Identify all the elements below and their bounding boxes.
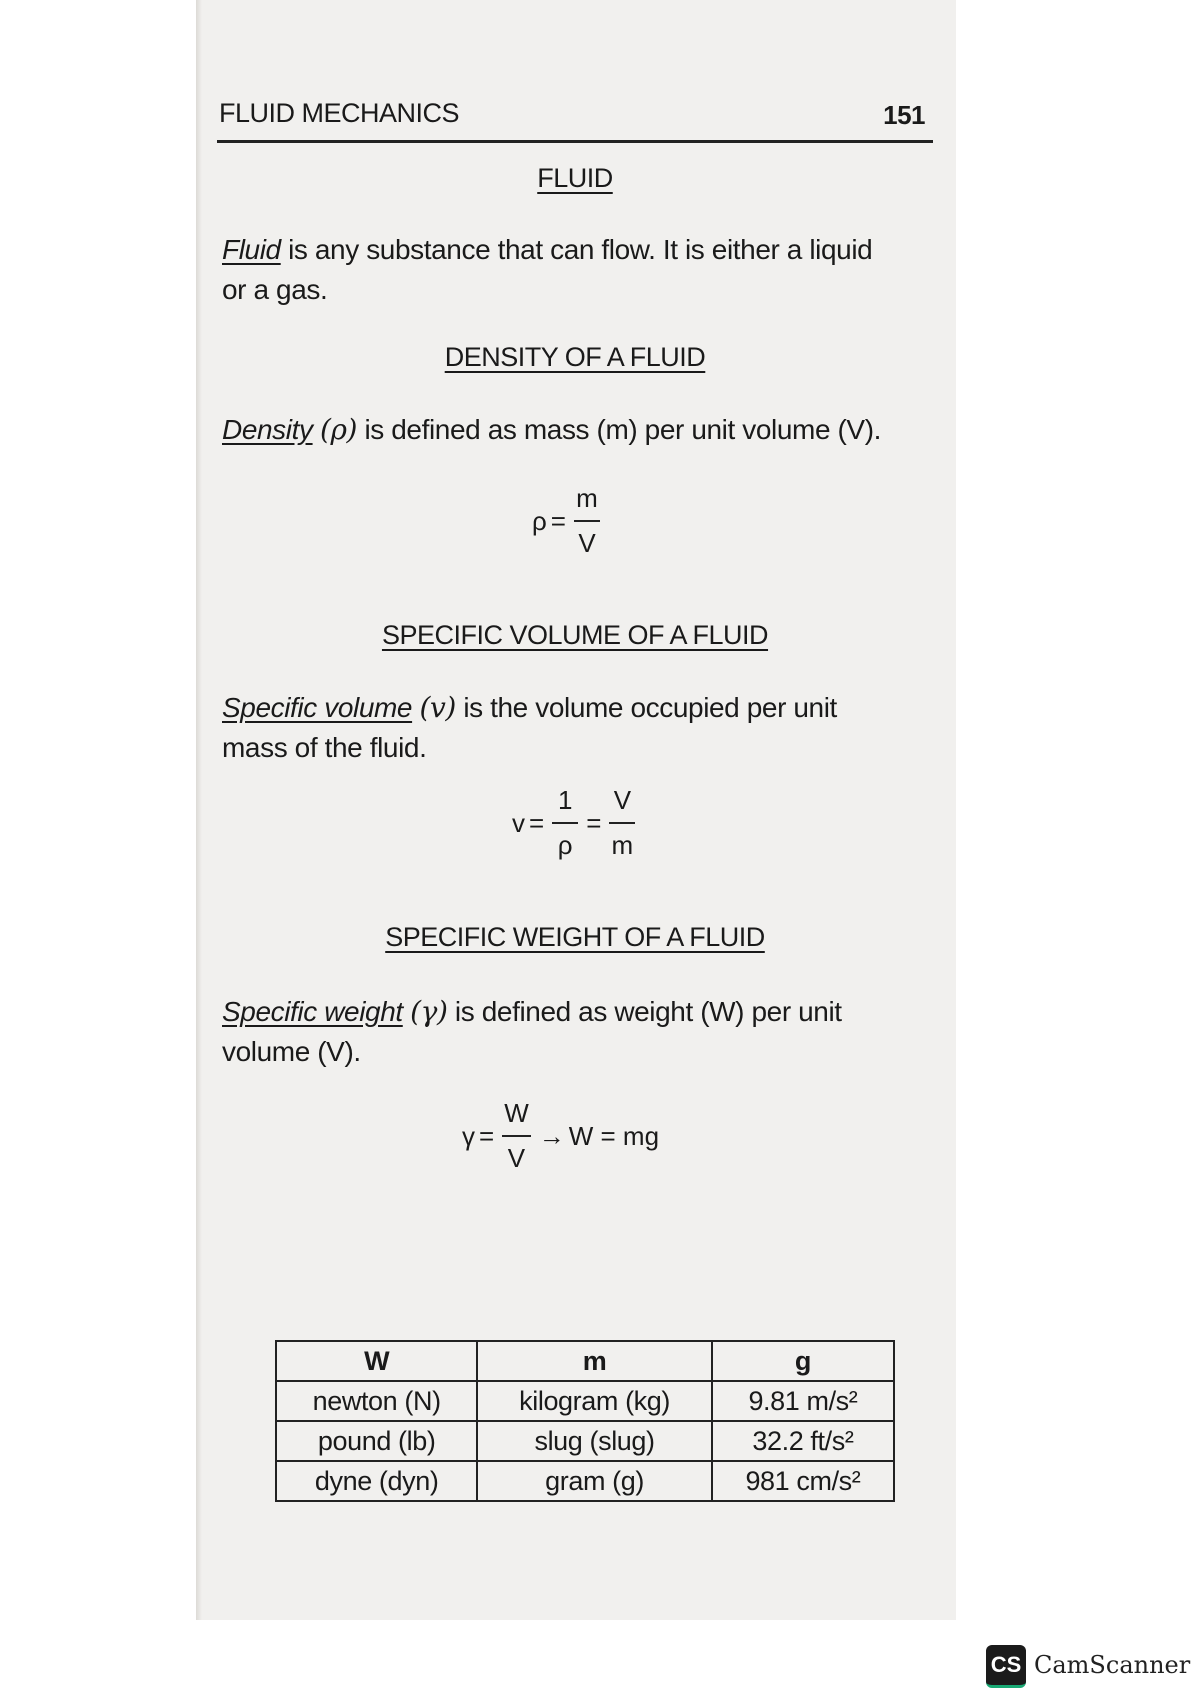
heading-density: DENSITY OF A FLUID (444, 342, 706, 372)
term-specific-volume: Specific volume (222, 692, 413, 723)
fluid-definition: Fluid is any substance that can flow. It is either a liquid or a gas. (222, 234, 873, 305)
specific-volume-equation: v = $\frac{1}{\rho}$ = $\frac{V}{m}$ (512, 785, 639, 861)
table-cell: dyne (dyn) (276, 1461, 477, 1501)
page-number: 151 (883, 100, 925, 130)
table-row (276, 1421, 894, 1461)
heading-fluid: FLUID (537, 163, 613, 193)
camscanner-logo-icon: CS (986, 1645, 1026, 1688)
heading-specific-volume: SPECIFIC VOLUME OF A FLUID (381, 620, 769, 650)
density-definition: Density (ρ) is defined as mass (m) per unit volume (V). (222, 413, 881, 446)
specific-weight-equation: γ = $\frac{W}{V}$ → W = mg (462, 1098, 660, 1173)
units-table (275, 1340, 895, 1502)
table-cell: pound (lb) (276, 1421, 477, 1461)
table-cell: 981 cm/s² (712, 1461, 894, 1501)
table-cell: 9.81 m/s² (712, 1381, 894, 1421)
heading-specific-weight: SPECIFIC WEIGHT OF A FLUID (385, 922, 765, 952)
table-cell: 32.2 ft/s² (712, 1421, 894, 1461)
symbol-nu: (v) (419, 691, 456, 724)
header-title: FLUID MECHANICS (219, 98, 460, 128)
col-header-g: g (712, 1341, 894, 1381)
table-row (276, 1381, 894, 1421)
fraction-1-over-rho: $\frac{1}{\rho}$ (552, 785, 578, 861)
specific-volume-definition: Specific volume (v) is the volume occupied per unit mass of the fluid. (222, 691, 837, 763)
table-cell: slug (slug) (477, 1421, 712, 1461)
fraction-m-over-v: $\frac{m}{V}$ (574, 483, 600, 559)
table-cell: kilogram (kg) (477, 1381, 712, 1421)
camscanner-brand: CamScanner (1034, 1651, 1191, 1679)
term-fluid: Fluid (222, 234, 281, 265)
term-specific-weight: Specific weight (222, 996, 403, 1027)
col-header-m: m (477, 1341, 712, 1381)
table-row (276, 1461, 894, 1501)
fraction-v-over-m: $\frac{V}{m}$ (609, 785, 635, 861)
specific-weight-definition: Specific weight (γ) is defined as weight (W) per unit volume (V). (222, 995, 842, 1067)
table-header-row (276, 1341, 894, 1381)
table-cell: gram (g) (477, 1461, 712, 1501)
symbol-rho: (ρ) (319, 413, 358, 446)
page-shadow-edge (196, 0, 202, 1620)
col-header-w: W (276, 1341, 477, 1381)
density-equation: ρ = $\frac{m}{V}$ (532, 483, 604, 559)
fraction-w-over-v: $\frac{W}{V}$ (504, 1098, 529, 1173)
symbol-gamma: (γ) (410, 995, 448, 1028)
table-cell: newton (N) (276, 1381, 477, 1421)
term-density: Density (222, 414, 313, 445)
running-header (217, 92, 933, 143)
